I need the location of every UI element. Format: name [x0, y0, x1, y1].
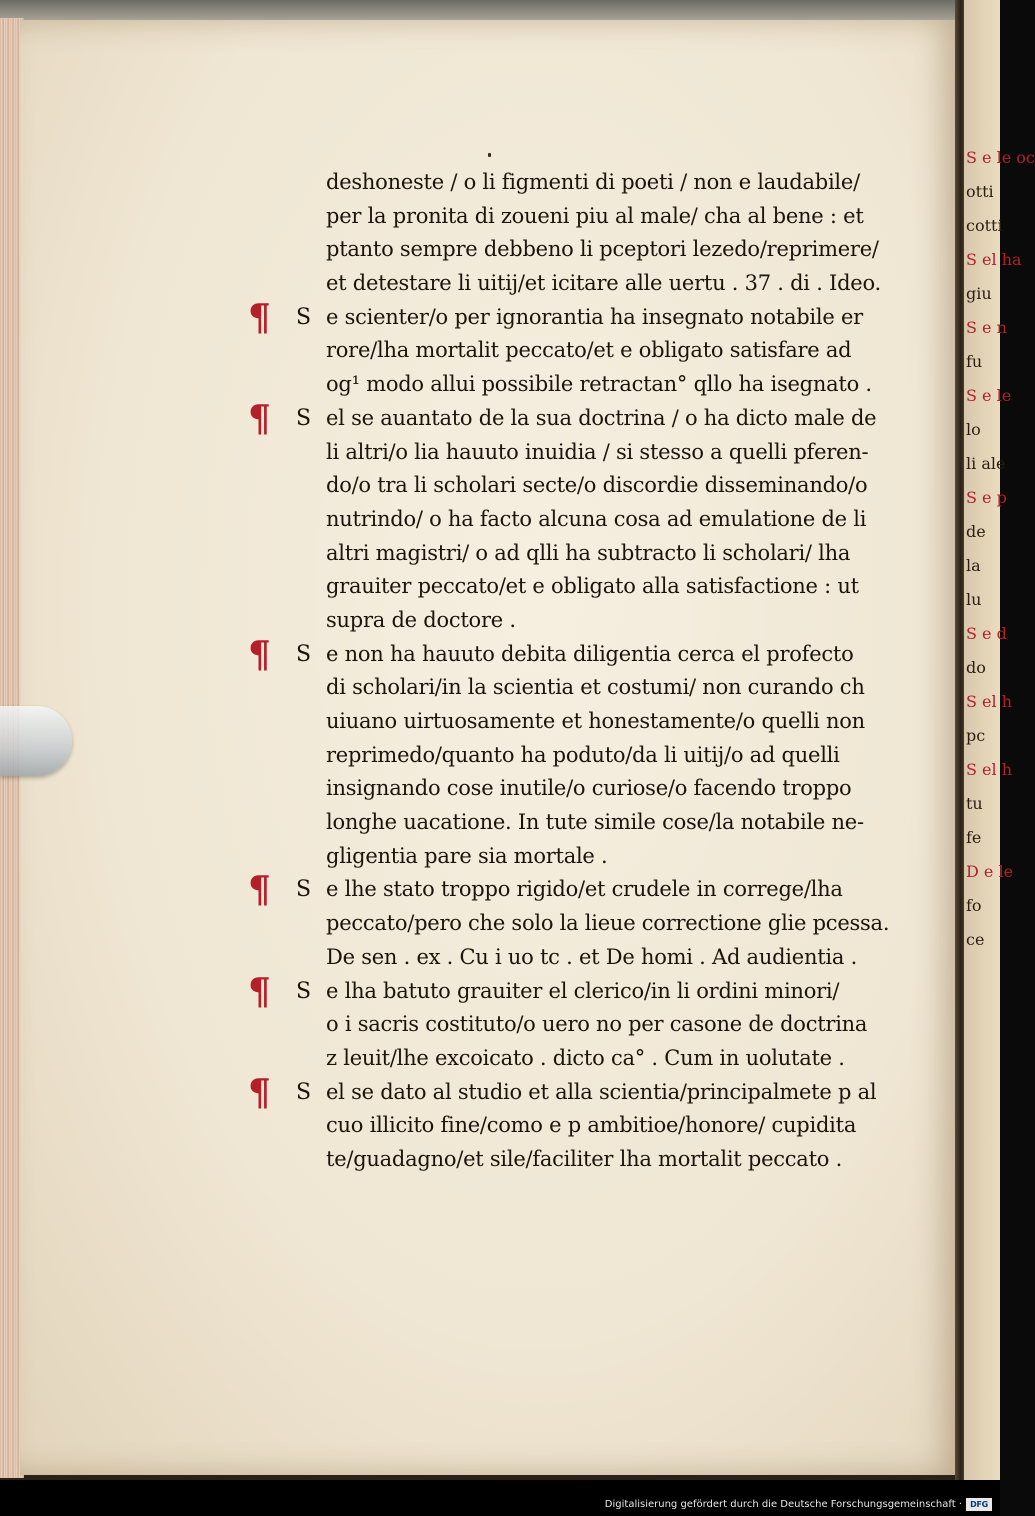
text-line: [326, 368, 916, 402]
next-page-fragment: la: [966, 556, 981, 575]
text-line: [326, 537, 916, 571]
next-page-fragment: giu: [966, 284, 992, 303]
next-page-edge: [964, 0, 1035, 1480]
next-page-fragment: fo: [966, 896, 982, 915]
book-page: [20, 20, 962, 1475]
next-page-fragment: S el h: [966, 692, 1013, 711]
line-text: deshoneste / o li figmenti di poeti / non e laudabile/: [326, 170, 860, 194]
text-line: [248, 970, 916, 1013]
rubric-pilcrow-icon: ¶: [248, 1071, 271, 1114]
text-line: [326, 671, 916, 705]
line-text: e lhe stato troppo rigido/et crudele in correge/lha: [326, 877, 843, 902]
line-text: nutrindo/ o ha facto alcuna cosa ad emulatione de li: [326, 506, 867, 531]
text-line: [326, 604, 916, 638]
text-line: [326, 334, 916, 368]
text-line: [326, 1042, 916, 1076]
text-line: [248, 633, 916, 676]
line-text: ptanto sempre debbeno li pceptori lezedo/reprimere/: [326, 237, 879, 262]
line-text: e non ha hauuto debita diligentia cerca el profecto: [326, 641, 854, 666]
line-text: te/guadagno/et sile/faciliter lha mortalit peccato .: [326, 1146, 842, 1171]
next-page-fragment: S e p: [966, 488, 1007, 507]
rubric-pilcrow-icon: ¶: [248, 296, 271, 339]
next-page-fragment: S el h: [966, 760, 1013, 779]
text-line: [326, 806, 916, 840]
ink-speck: [488, 153, 491, 157]
text-line: [326, 705, 916, 739]
text-line: [326, 469, 916, 503]
line-text: z leuit/lhe excoicato . dicto ca° . Cum in uolutate .: [326, 1045, 845, 1070]
next-page-fragment: de: [966, 522, 986, 541]
text-line: [326, 1008, 916, 1042]
paragraph-initial: S: [296, 978, 311, 1004]
text-line: [326, 436, 916, 470]
line-text: el se auantato de la sua doctrina / o ha dicto male de: [326, 405, 877, 430]
paragraph-initial: S: [296, 877, 311, 903]
line-text: e scienter/o per ignorantia ha insegnato notabile er: [326, 304, 863, 329]
text-block: [248, 166, 916, 1177]
text-line: [248, 296, 916, 339]
next-page-fragment: D e le: [966, 862, 1014, 881]
next-page-fragment: lo: [966, 420, 981, 439]
text-line: [326, 200, 916, 234]
rubric-pilcrow-icon: ¶: [248, 397, 271, 440]
rubric-pilcrow-icon: ¶: [248, 633, 271, 676]
next-page-fragment: cotti: [966, 216, 1003, 235]
text-line: [326, 166, 916, 200]
next-page-fragment: otti: [966, 182, 994, 201]
paragraph-initial: S: [296, 641, 311, 667]
line-text: gligentia pare sia mortale .: [326, 843, 608, 868]
next-page-fragment: S e le oc: [966, 148, 1035, 167]
line-text: og¹ modo allui possibile retractan° qllo ha isegnato .: [326, 372, 872, 397]
line-text: supra de doctore .: [326, 607, 516, 632]
next-page-fragment: S e le: [966, 386, 1012, 405]
text-line: [326, 907, 916, 941]
paragraph-initial: S: [296, 405, 311, 431]
text-line: [326, 267, 916, 301]
text-line: [326, 233, 916, 267]
text-line: [326, 503, 916, 537]
next-page-fragment: fu: [966, 352, 983, 371]
next-page-fragment: S e n: [966, 318, 1007, 337]
dfg-logo: DFG: [966, 1498, 992, 1511]
paragraph-initial: S: [296, 304, 311, 330]
text-line: [326, 1109, 916, 1143]
line-text: do/o tra li scholari secte/o discordie disseminando/o: [326, 473, 868, 498]
rubric-pilcrow-icon: ¶: [248, 869, 271, 912]
next-page-fragment: fe: [966, 828, 982, 847]
text-line: [326, 941, 916, 975]
text-line: [326, 840, 916, 874]
next-page-fragment: S e d: [966, 624, 1007, 643]
next-page-fragment: tu: [966, 794, 983, 813]
line-text: et detestare li uitij/et icitare alle uertu . 37 . di . Ideo.: [326, 271, 881, 296]
line-text: longhe uacatione. In tute simile cose/la notabile ne-: [326, 810, 864, 835]
line-text: peccato/pero che solo la lieue correctione glie pcessa.: [326, 911, 890, 936]
text-line: [248, 869, 916, 912]
text-line: [326, 772, 916, 806]
rubric-pilcrow-icon: ¶: [248, 970, 271, 1013]
next-page-fragment: ce: [966, 930, 985, 949]
text-line: [326, 739, 916, 773]
line-text: uiuano uirtuosamente et honestamente/o quelli non: [326, 709, 865, 733]
line-text: reprimedo/quanto ha poduto/da li uitij/o ad quelli: [326, 742, 840, 767]
line-text: el se dato al studio et alla scientia/principalmete p al: [326, 1079, 877, 1104]
text-line: [248, 397, 916, 440]
line-text: cuo illicito fine/como e p ambitioe/honore/ cupidita: [326, 1113, 857, 1138]
line-text: li altri/o lia hauuto inuidia / si stesso a quelli pferen-: [326, 439, 869, 464]
line-text: e lha batuto grauiter el clerico/in li ordini minori/: [326, 978, 840, 1003]
text-line: [248, 1071, 916, 1114]
next-page-fragment: do: [966, 658, 986, 677]
next-page-fragment: S el ha: [966, 250, 1022, 269]
line-text: insignando cose inutile/o curiose/o facendo troppo: [326, 776, 852, 801]
next-page-fragment: pc: [966, 726, 986, 745]
next-page-fragment: lu: [966, 590, 982, 609]
line-text: di scholari/in la scientia et costumi/ non curando ch: [326, 675, 865, 700]
text-line: [326, 1143, 916, 1177]
line-text: per la pronita di zoueni piu al male/ cha al bene : et: [326, 203, 864, 228]
line-text: grauiter peccato/et e obligato alla satisfactione : ut: [326, 574, 859, 599]
digitization-credit: Digitalisierung gefördert durch die Deutsche Forschungsgemeinschaft ·: [604, 1499, 962, 1510]
line-text: De sen . ex . Cu i uo tc . et De homi . Ad audientia .: [326, 944, 857, 969]
line-text: rore/lha mortalit peccato/et e obligato satisfare ad: [326, 338, 852, 363]
text-line: [326, 570, 916, 604]
page-clip: [0, 706, 72, 776]
next-page-fragment: li ale: [966, 454, 1006, 473]
line-text: altri magistri/ o ad qlli ha subtracto li scholari/ lha: [326, 540, 851, 565]
paragraph-initial: S: [296, 1079, 311, 1105]
line-text: o i sacris costituto/o uero no per casone de doctrina: [326, 1012, 868, 1037]
